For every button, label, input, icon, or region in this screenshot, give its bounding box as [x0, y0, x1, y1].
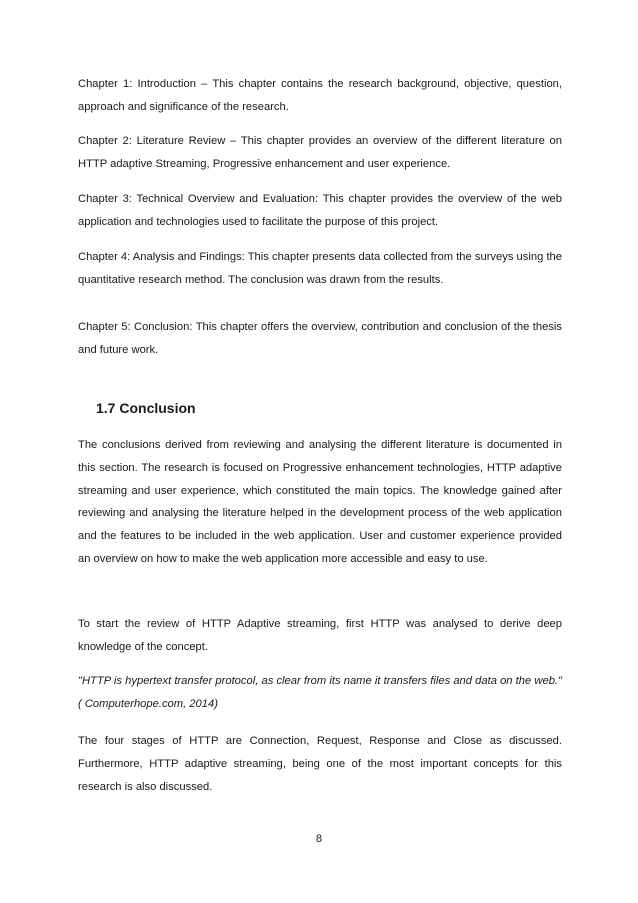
page-number: 8 [315, 833, 323, 845]
conclusion-paragraph: The conclusions derived from reviewing and analysing the different literature is documented in this section. The research is focused on Progressive enhancement technologies, HTTP adaptive streaming and user experience, which constituted the main topics. The knowledge gained after reviewing and analysing the literature helped in the development process of the web application and the features to be included in the web application. User and customer experience provided an overview on how to make the web application more accessible and easy to use. [78, 439, 562, 565]
section-heading: 1.7 Conclusion [96, 400, 196, 416]
chapter-4-summary: Chapter 4: Analysis and Findings: This chapter presents data collected from the surveys using the quantitative research method. The conclusion was drawn from the results. [78, 251, 562, 286]
http-stages-paragraph: The four stages of HTTP are Connection, Request, Response and Close as discussed. Furthermore, HTTP adaptive streaming, being one of the most important concepts for this research is also discussed. [78, 735, 562, 793]
chapter-3-summary: Chapter 3: Technical Overview and Evaluation: This chapter provides the overview of the web application and technologies used to facilitate the purpose of this project. [78, 193, 562, 228]
http-definition-quote: "HTTP is hypertext transfer protocol, as clear from its name it transfers files and data on the web."( Computerhope.com, 2014) [78, 675, 562, 710]
chapter-1-summary: Chapter 1: Introduction – This chapter contains the research background, objective, question, approach and significance of the research. [78, 78, 562, 113]
chapter-2-summary: Chapter 2: Literature Review – This chapter provides an overview of the different literature on HTTP adaptive Streaming, Progressive enhancement and user experience. [78, 135, 562, 170]
http-review-paragraph: To start the review of HTTP Adaptive streaming, first HTTP was analysed to derive deep knowledge of the concept. [78, 618, 562, 653]
chapter-5-summary: Chapter 5: Conclusion: This chapter offers the overview, contribution and conclusion of the thesis and future work. [78, 321, 562, 356]
